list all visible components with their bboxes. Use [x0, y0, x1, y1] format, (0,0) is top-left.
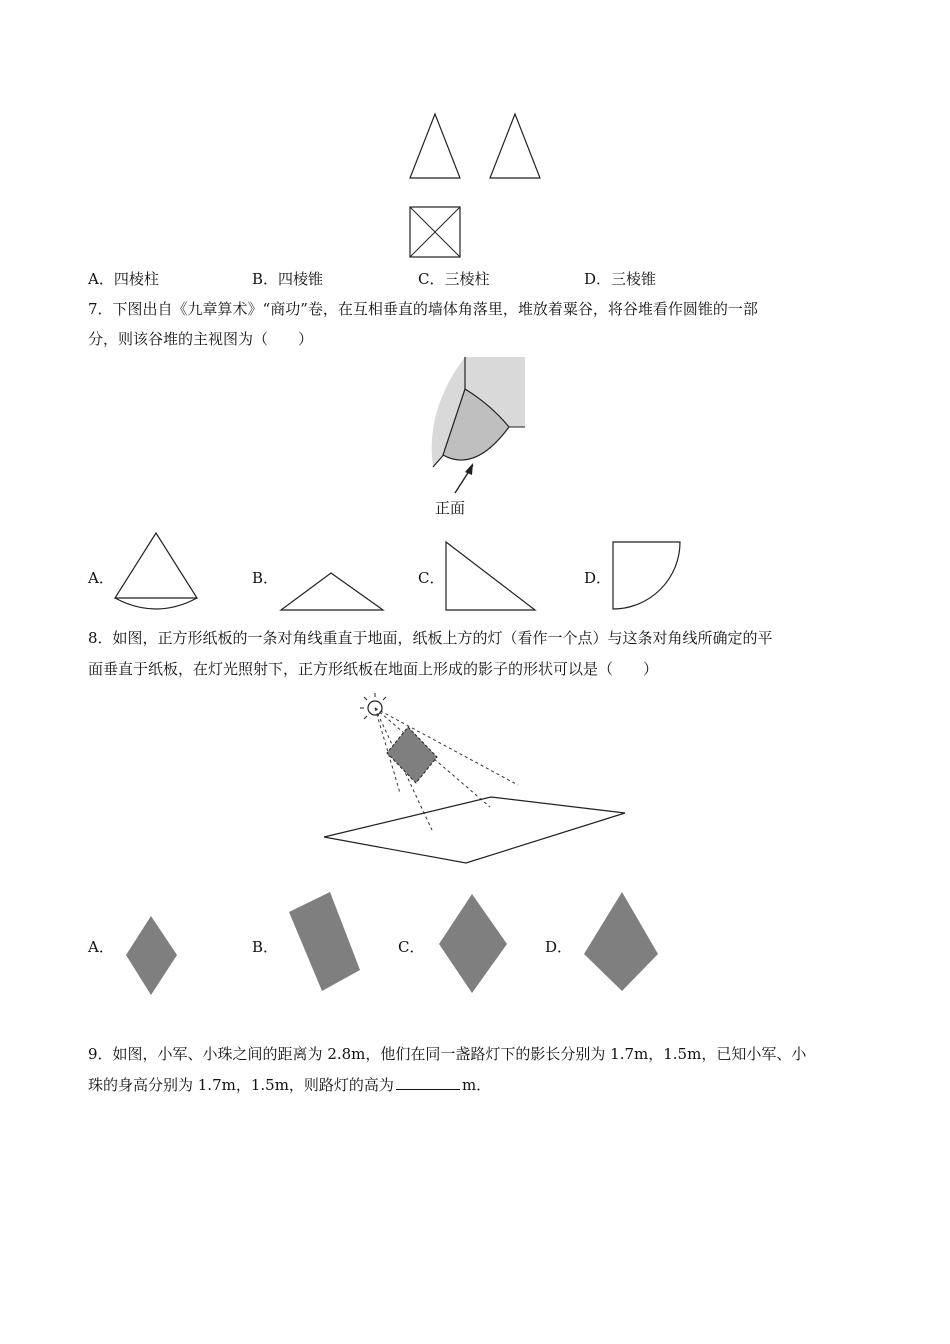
q8-option-c[interactable]: C． — [398, 938, 425, 956]
q7-option-a[interactable]: A． — [88, 569, 114, 587]
q7-stem-line1: 7．下图出自《九章算术》“商功”卷，在互相垂直的墙体角落里，堆放着粟谷，将谷堆看作圆锥的一部 — [88, 300, 758, 318]
q7-option-d[interactable]: D． — [584, 569, 612, 587]
q7-option-b[interactable]: B． — [252, 569, 279, 587]
q8-option-a[interactable]: A． — [88, 938, 114, 956]
q6-top-view-icon — [405, 202, 465, 262]
q8-option-b[interactable]: B． — [252, 938, 279, 956]
q7-option-d-quarter-circle-icon — [610, 539, 685, 614]
q8-lamp-board-icon — [320, 695, 630, 870]
q7-option-b-triangle-icon — [278, 570, 388, 615]
q6-side-view-icon — [485, 110, 545, 182]
q9-stem-line2 — [88, 1074, 491, 1096]
q6-option-a[interactable]: A．四棱柱 — [88, 270, 159, 288]
q6-front-view-icon — [405, 110, 465, 182]
q7-option-c[interactable]: C． — [418, 569, 445, 587]
q8-stem-line1: 8．如图，正方形纸板的一条对角线重直于地面，纸板上方的灯（看作一个点）与这条对角线所确定的平 — [88, 629, 773, 647]
q8-option-b-rectangle-icon — [286, 890, 364, 994]
q7-figure-label: 正面 — [435, 499, 466, 517]
q8-option-c-rhombus-icon — [437, 892, 509, 996]
q9-answer-blank[interactable] — [396, 1075, 460, 1090]
q7-stem-line2: 分，则该谷堆的主视图为（ ） — [88, 330, 314, 348]
q9-unit: m． — [461, 1076, 492, 1094]
q7-option-a-cone-icon — [112, 530, 202, 615]
q8-stem-line2: 面垂直于纸板，在灯光照射下，正方形纸板在地面上形成的影子的形状可以是（ ） — [88, 660, 659, 678]
q6-option-d[interactable]: D．三棱锥 — [584, 270, 657, 288]
q8-option-d-kite-icon — [581, 890, 661, 994]
q7-option-c-right-triangle-icon — [443, 539, 538, 614]
q7-grain-pile-icon — [425, 355, 535, 495]
q6-option-b[interactable]: B．四棱锥 — [252, 270, 324, 288]
q6-option-c[interactable]: C．三棱柱 — [418, 270, 490, 288]
q8-option-a-rhombus-icon — [124, 914, 180, 998]
q8-option-d[interactable]: D． — [545, 938, 573, 956]
q9-stem-line1: 9．如图，小军、小珠之间的距离为 2.8m，他们在同一盏路灯下的影长分别为 1.7m，1.5m，已知小军、小 — [88, 1045, 807, 1063]
q9-stem-text: 珠的身高分别为 1.7m，1.5m，则路灯的高为 — [88, 1076, 394, 1094]
